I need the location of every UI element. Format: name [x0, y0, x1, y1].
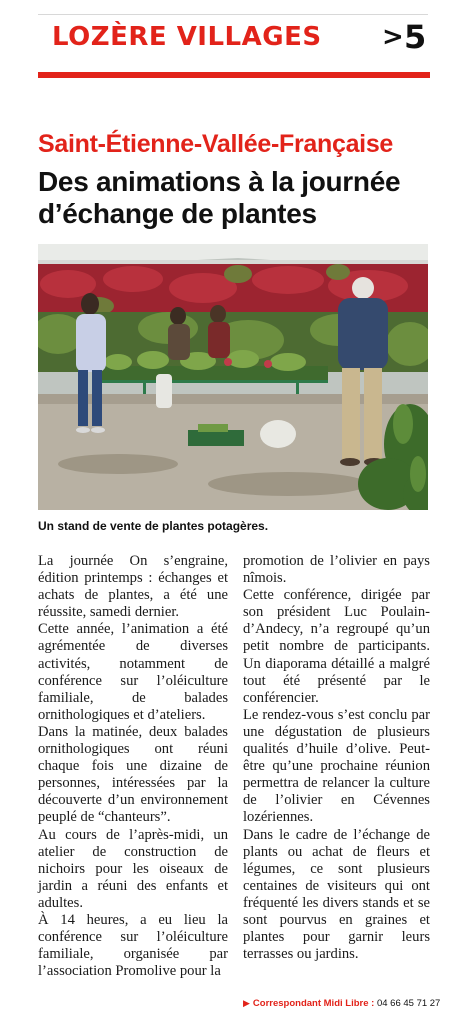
- section-rule: [38, 72, 430, 78]
- page-number: 5: [404, 18, 427, 56]
- page-arrow-icon: >: [382, 22, 404, 52]
- article-kicker: Saint-Étienne-Vallée-Française: [38, 130, 394, 158]
- correspondent-byline: [243, 998, 443, 1009]
- plant-stand-photo: [38, 244, 428, 510]
- paragraph: Au cours de l’après-midi, un atelier de construction de nichoirs pour les oiseaux de jardin a réuni des enfants et adultes.: [38, 826, 228, 911]
- paragraph: Le rendez-vous s’est conclu par une dégustation de plusieurs qualités d’huile d’olive. Peut-être qu’une prochaine réunion permettra de relancer la culture de l’olivier en Cévennes lozériennes.: [243, 706, 430, 826]
- article-headline: Des animations à la journée d’échange de plantes: [38, 166, 401, 229]
- byline-label: Correspondant Midi Libre :: [252, 998, 375, 1009]
- paragraph: Cette année, l’animation a été agrémentée de diverses activités, notamment de conférence sur l’oléiculture familiale, de balades ornithologiques et d’ateliers.: [38, 621, 228, 723]
- article-column-left: [38, 553, 228, 980]
- byline-phone: 04 66 45 71 27: [376, 998, 441, 1009]
- paragraph: promotion de l’olivier en pays nîmois.: [243, 553, 430, 587]
- article-column-right: [243, 553, 430, 963]
- paragraph: Cette conférence, dirigée par son président Luc Poulain-d’Andecy, n’a regroupé qu’un petit nombre de participants. Un diaporama détaillé a malgré tout été présenté par le conférencier.: [243, 587, 430, 706]
- paragraph: La journée On s’engraine, édition printemps : échanges et achats de plantes, a été une réussite, samedi dernier.: [38, 553, 228, 621]
- top-rule: [38, 14, 428, 15]
- paragraph: À 14 heures, a eu lieu la conférence sur l’oléiculture familiale, organisée par l’association Promolive pour la: [38, 911, 228, 980]
- article-photo: [38, 244, 428, 510]
- triangle-right-icon: ▶: [243, 998, 250, 1008]
- paragraph: Dans la matinée, deux balades ornithologiques ont réuni chaque fois une dizaine de personnes, intéressées par la découverte d’un environnement peuplé de “chanteurs”.: [38, 723, 228, 826]
- paragraph: Dans le cadre de l’échange de plants ou achat de fleurs et légumes, ce sont plusieurs centaines de visiteurs qui ont fréquenté les divers stands et se sont pourvus en graines et plantes pour garnir leurs terrasses ou jardins.: [243, 826, 430, 963]
- photo-caption: Un stand de vente de plantes potagères.: [38, 519, 269, 533]
- section-title: LOZÈRE VILLAGES: [52, 22, 322, 52]
- section-header: [0, 0, 458, 82]
